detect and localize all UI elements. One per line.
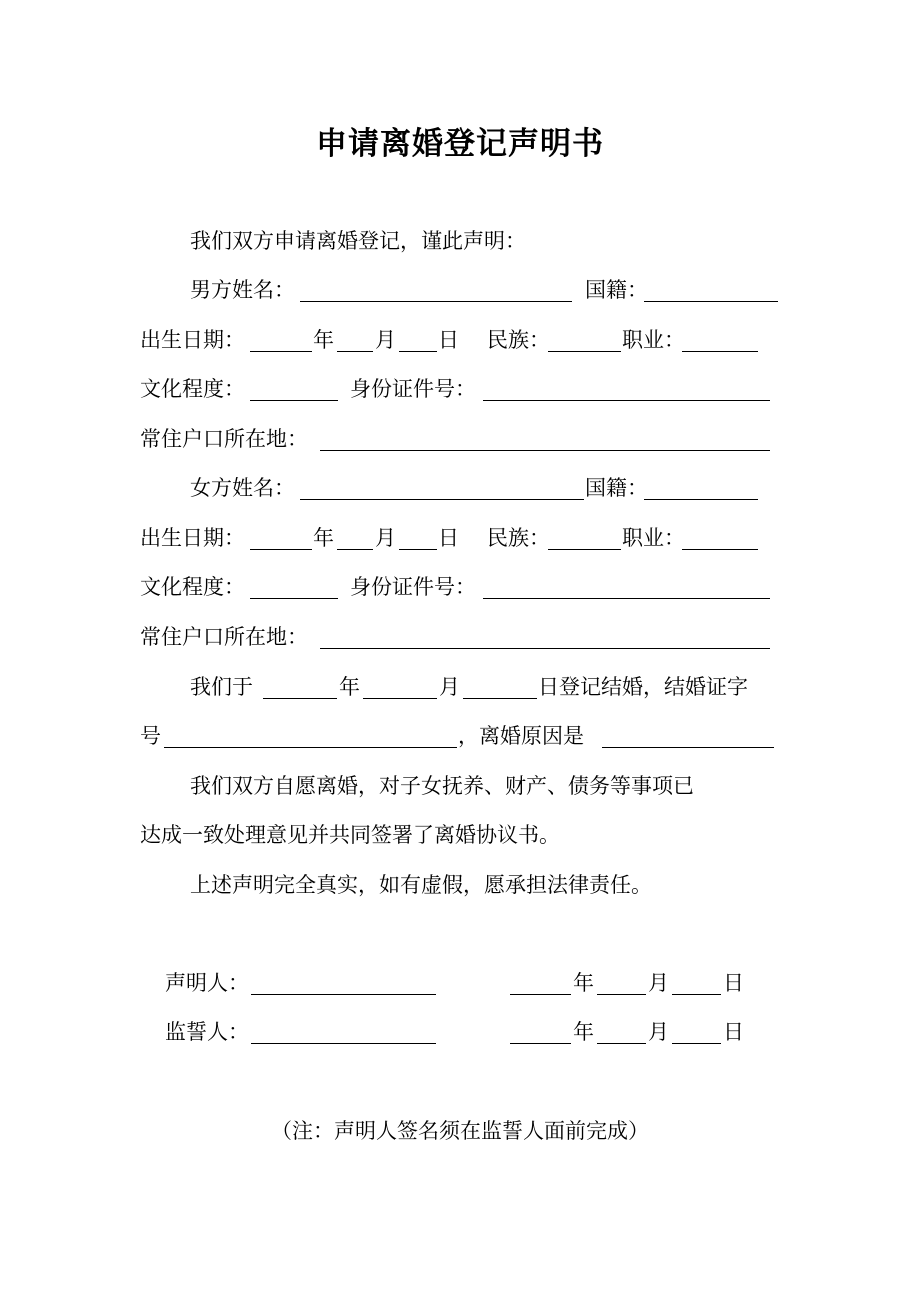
female-residence-row (140, 620, 780, 654)
marriage-registered-text: 日登记结婚，结婚证字 (538, 675, 748, 699)
female-occupation-field[interactable] (682, 525, 758, 550)
divorce-reason-label: ，离婚原因是 (458, 724, 584, 748)
agreement-text-1: 我们双方自愿离婚，对子女抚养、财产、债务等事项已 (190, 774, 694, 798)
marriage-year-field[interactable] (263, 674, 337, 699)
male-occupation-label: 职业： (622, 328, 685, 352)
female-ethnicity-field[interactable] (548, 525, 621, 550)
male-month-unit: 月 (375, 328, 396, 352)
female-education-label: 文化程度： (140, 575, 245, 599)
male-ethnicity-label: 民族： (487, 328, 550, 352)
marriage-month-field[interactable] (363, 674, 437, 699)
female-id-label: 身份证件号： (350, 575, 476, 599)
declarant-signature-row (165, 966, 765, 1000)
supervisor-signature-row (165, 1015, 765, 1049)
declarant-year-field[interactable] (510, 970, 571, 995)
certificate-no-label: 号 (140, 724, 161, 748)
marriage-month-unit: 月 (439, 675, 460, 699)
male-nationality-field[interactable] (644, 277, 778, 302)
male-day-unit: 日 (438, 328, 459, 352)
male-id-label: 身份证件号： (350, 377, 476, 401)
female-year-unit: 年 (313, 526, 334, 550)
female-name-row (190, 471, 780, 505)
male-birth-year-field[interactable] (250, 327, 312, 352)
female-id-field[interactable] (483, 574, 770, 599)
declaration-line (190, 868, 780, 902)
declarant-label: 声明人： (165, 971, 249, 995)
footnote: （注：声明人签名须在监誓人面前完成） (271, 1119, 649, 1143)
declarant-month-unit: 月 (648, 971, 669, 995)
female-nationality-field[interactable] (644, 475, 758, 500)
female-birth-month-field[interactable] (337, 525, 373, 550)
male-id-field[interactable] (483, 376, 770, 401)
agreement-text-2: 达成一致处理意见并共同签署了离婚协议书。 (140, 823, 560, 847)
female-residence-label: 常住户口所在地： (140, 625, 308, 649)
male-birth-day-field[interactable] (399, 327, 437, 352)
supervisor-label: 监誓人： (165, 1020, 249, 1044)
intro-line (190, 224, 780, 258)
declarant-day-unit: 日 (723, 971, 744, 995)
male-residence-field[interactable] (320, 426, 770, 451)
certificate-row (140, 719, 780, 753)
female-birth-label: 出生日期： (140, 526, 245, 550)
female-education-field[interactable] (250, 574, 338, 599)
female-occupation-label: 职业： (622, 526, 685, 550)
declarant-month-field[interactable] (597, 970, 646, 995)
male-name-row (190, 273, 780, 307)
male-birth-month-field[interactable] (337, 327, 373, 352)
supervisor-signature-field[interactable] (251, 1019, 436, 1044)
supervisor-day-unit: 日 (723, 1020, 744, 1044)
declarant-signature-field[interactable] (251, 970, 436, 995)
divorce-reason-field[interactable] (602, 723, 774, 748)
female-birth-row (140, 521, 780, 555)
marriage-prefix: 我们于 (190, 675, 253, 699)
male-birth-label: 出生日期： (140, 328, 245, 352)
female-month-unit: 月 (375, 526, 396, 550)
male-name-label: 男方姓名： (190, 278, 295, 302)
male-ethnicity-field[interactable] (548, 327, 621, 352)
supervisor-year-unit: 年 (573, 1020, 594, 1044)
female-nationality-label: 国籍： (585, 476, 648, 500)
supervisor-year-field[interactable] (510, 1019, 571, 1044)
marriage-year-unit: 年 (339, 675, 360, 699)
male-education-field[interactable] (250, 376, 338, 401)
page-title: 申请离婚登记声明书 (316, 126, 604, 162)
declarant-day-field[interactable] (672, 970, 721, 995)
intro-text: 我们双方申请离婚登记，谨此声明： (190, 229, 526, 253)
male-occupation-field[interactable] (682, 327, 758, 352)
supervisor-month-unit: 月 (648, 1020, 669, 1044)
male-education-label: 文化程度： (140, 377, 245, 401)
female-birth-day-field[interactable] (399, 525, 437, 550)
male-year-unit: 年 (313, 328, 334, 352)
male-residence-row (140, 422, 780, 456)
male-residence-label: 常住户口所在地： (140, 427, 308, 451)
male-education-row (140, 372, 780, 406)
female-name-label: 女方姓名： (190, 476, 295, 500)
marriage-date-row (190, 670, 780, 704)
female-ethnicity-label: 民族： (487, 526, 550, 550)
female-birth-year-field[interactable] (250, 525, 312, 550)
agreement-line-1 (190, 769, 780, 803)
male-nationality-label: 国籍： (585, 278, 648, 302)
female-residence-field[interactable] (320, 624, 770, 649)
supervisor-month-field[interactable] (597, 1019, 646, 1044)
male-birth-row (140, 323, 780, 357)
female-education-row (140, 570, 780, 604)
agreement-line-2 (140, 818, 780, 852)
female-day-unit: 日 (438, 526, 459, 550)
declaration-text: 上述声明完全真实，如有虚假，愿承担法律责任。 (190, 873, 652, 897)
female-name-field[interactable] (300, 475, 584, 500)
marriage-day-field[interactable] (463, 674, 537, 699)
supervisor-day-field[interactable] (672, 1019, 721, 1044)
certificate-no-field[interactable] (164, 723, 457, 748)
declarant-year-unit: 年 (573, 971, 594, 995)
male-name-field[interactable] (300, 277, 572, 302)
